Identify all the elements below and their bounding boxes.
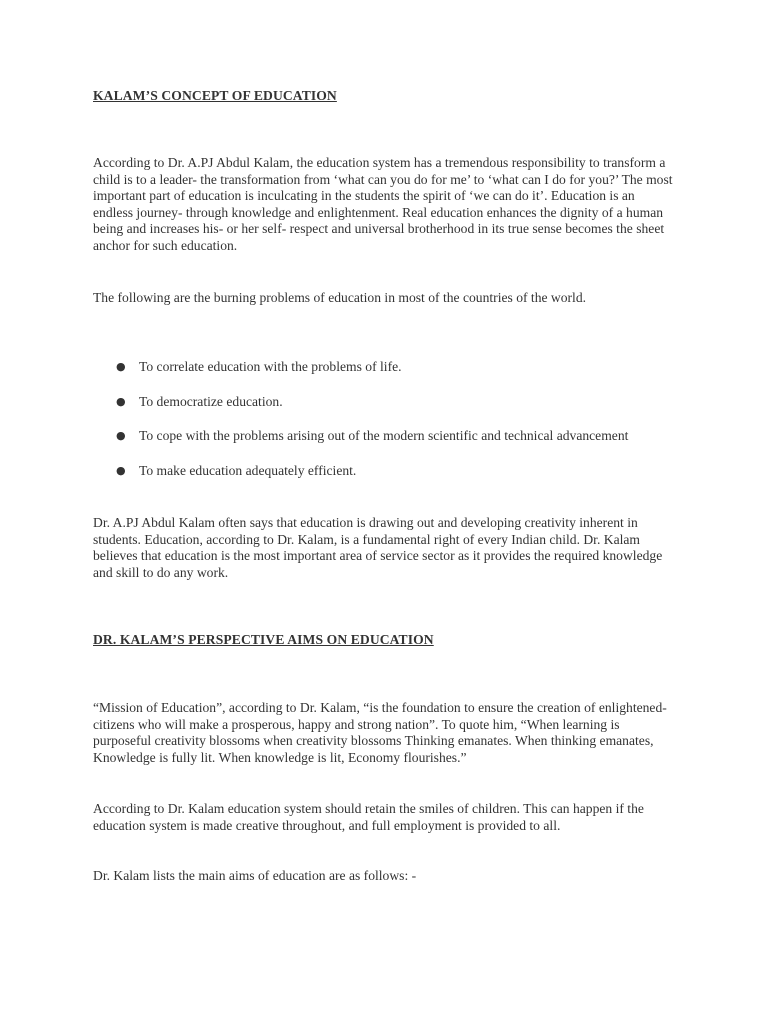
paragraph-creativity: Dr. A.PJ Abdul Kalam often says that education is drawing out and developing creativity inherent in students. Education, according to Dr. Kalam, is a fundamental right of every Indian child. Dr. Kalam believes that education is the most important area of service sector as it provides the required knowledge and skill to do any work. [93, 515, 663, 580]
section-heading-concept: KALAM’S CONCEPT OF EDUCATION [93, 88, 337, 103]
list-item [93, 428, 639, 445]
list-item-text: To democratize education. [139, 393, 283, 409]
paragraph-intro: According to Dr. A.PJ Abdul Kalam, the education system has a tremendous responsibility to transform a child is to a leader- the transformation from ‘what can you do for me’ to ‘what can I do for you?’ The most important part of education is inculcating in the students the spirit of ‘we can do it’. Education is an endless journey- through knowledge and enlightenment. Real education enhances the dignity of a human being and increases his- or her self- respect and universal brotherhood in its true sense becomes the sheet anchor for such education. [93, 155, 673, 253]
list-item [93, 394, 639, 411]
bullet-icon: ● [116, 429, 126, 442]
paragraph-aims-intro: Dr. Kalam lists the main aims of education are as follows: - [93, 868, 417, 883]
paragraph-smiles: According to Dr. Kalam education system should retain the smiles of children. This can happen if the education system is made creative throughout, and full employment is provided to all. [93, 801, 644, 833]
list-item-text: To make education adequately efficient. [139, 462, 357, 478]
paragraph-problems-intro: The following are the burning problems of education in most of the countries of the world. [93, 290, 587, 305]
list-item-text: To correlate education with the problems of life. [139, 359, 402, 374]
bullet-icon: ● [116, 394, 126, 408]
bullet-icon: ● [116, 360, 126, 373]
section-heading-aims: DR. KALAM’S PERSPECTIVE AIMS ON EDUCATION [93, 632, 434, 647]
list-item [93, 463, 639, 480]
list-item [93, 359, 639, 376]
paragraph-mission: “Mission of Education”, according to Dr. Kalam, “is the foundation to ensure the creation of enlightened-citizens who will make a prosperous, happy and strong nation”. To quote him, “When learning is purposeful creativity blossoms when creativity blossoms Thinking emanates. When thinking emanates, Knowledge is fully lit. When knowledge is lit, Economy flourishes.” [93, 700, 667, 765]
bullet-icon: ● [116, 463, 126, 477]
problems-list [93, 359, 673, 479]
list-item-text: To cope with the problems arising out of the modern scientific and technical advancement [139, 428, 629, 443]
